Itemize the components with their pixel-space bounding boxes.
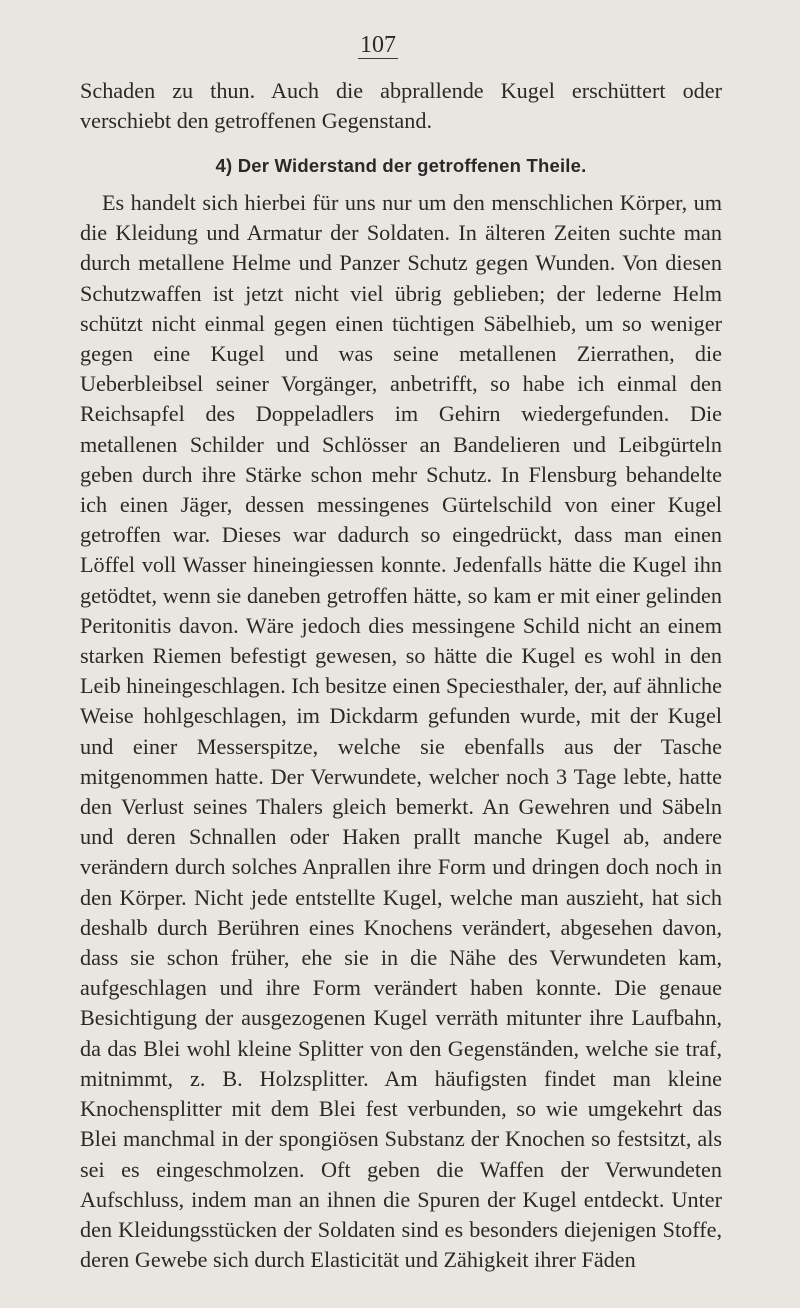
paragraph-main — [80, 188, 722, 1275]
page-number-rule — [358, 58, 398, 59]
page-number: 107 — [360, 32, 396, 58]
paragraph-main-text: Es handelt sich hierbei für uns nur um den menschlichen Körper, um die Kleidung und Armatur der Soldaten. In älteren Zeiten suchte man durch metallene Helme und Panzer Schutz gegen Wunden. Von diesen Schutzwaffen ist jetzt nicht viel übrig geblieben; der lederne Helm schützt nicht einmal gegen einen tüchtigen Säbelhieb, um so weniger gegen eine Kugel und was seine metallenen Zierrathen, die Ueberbleibsel seiner Vorgänger, anbetrifft, so habe ich einmal den Reichsapfel des Doppeladlers im Gehirn wiedergefunden. Die metallenen Schilder und Schlösser an Bandelieren und Leibgürteln geben durch ihre Stärke schon mehr Schutz. In Flensburg behandelte ich einen Jäger, dessen messingenes Gürtelschild von einer Kugel getroffen war. Dieses war dadurch so eingedrückt, dass man einen Löffel voll Wasser hineingiessen konnte. Jedenfalls hätte die Kugel ihn getödtet, wenn sie daneben getroffen hätte, so kam er mit einer gelinden Peritonitis davon. Wäre jedoch dies messingene Schild nicht an einem starken Riemen befestigt gewesen, so hätte die Kugel es wohl in den Leib hineingeschlagen. Ich besitze einen Speciesthaler, der, auf ähnliche Weise hohlgeschlagen, im Dickdarm gefunden wurde, mit der Kugel und einer Messerspitze, welche sie ebenfalls aus der Tasche mitgenommen hatte. Der Verwundete, welcher noch 3 Tage lebte, hatte den Verlust seines Thalers gleich bemerkt. An Gewehren und Säbeln und deren Schnallen oder Haken prallt manche Kugel ab, andere verändern durch solches Anprallen ihre Form und dringen doch noch in den Körper. Nicht jede entstellte Kugel, welche man auszieht, hat sich deshalb durch Berühren eines Knochens verändert, abgesehen davon, dass sie schon früher, ehe sie in die Nähe des Verwundeten kam, aufgeschlagen und ihre Form verändert haben konnte. Die genaue Besichtigung der ausgezogenen Kugel verräth mitunter ihre Laufbahn, da das Blei wohl kleine Splitter von den Gegenständen, welche sie traf, mitnimmt, z. B. Holzsplitter. Am häufigsten findet man kleine Knochensplitter mit dem Blei fest verbunden, so wie umgekehrt das Blei manchmal in der spongiösen Substanz der Knochen so festsitzt, als sei es eingeschmolzen. Oft geben die Waffen der Verwundeten Aufschluss, indem man an ihnen die Spuren der Kugel entdeckt. Unter den Kleidungsstücken der Soldaten sind es besonders diejenigen Stoffe, deren Gewebe sich durch Elasticität und Zähigkeit ihrer Fäden — [80, 190, 722, 1273]
section-heading: 4) Der Widerstand der getroffenen Theile. — [215, 155, 587, 176]
paragraph-continuation: Schaden zu thun. Auch die abprallende Kugel erschüttert oder verschiebt den getroffenen Gegenstand. — [80, 78, 722, 134]
